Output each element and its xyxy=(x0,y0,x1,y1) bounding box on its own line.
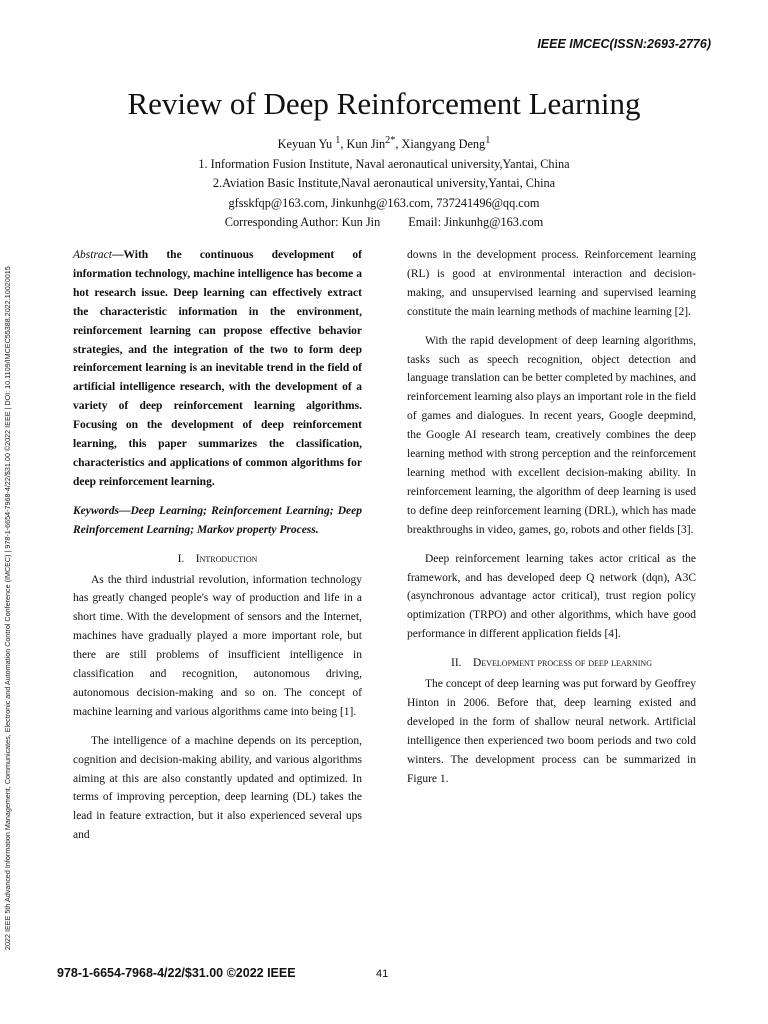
section-title: Development process of deep learning xyxy=(473,657,652,670)
conference-header: IEEE IMCEC(ISSN:2693-2776) xyxy=(537,37,711,51)
author-sup: 1 xyxy=(485,135,491,146)
corresponding-author: Corresponding Author: Kun Jin xyxy=(224,215,381,230)
paragraph: The concept of deep learning was put forward by Geoffrey Hinton in 2006. Before that, deep learning existed and developed in the form of shallow neural network. Artificial intelligence then experienced two boom periods and two cold winters. The development process can be summarized in Figure 1. xyxy=(407,678,696,785)
left-column xyxy=(73,246,362,845)
right-column xyxy=(407,246,696,788)
abstract-label: Abstract xyxy=(73,249,112,261)
author-emails: gfsskfqp@163.com, Jinkunhg@163.com, 737241496@qq.com xyxy=(228,195,540,210)
author-line xyxy=(0,131,768,155)
author-block xyxy=(0,131,768,233)
affiliation-1: 1. Information Fusion Institute, Naval aeronautical university,Yantai, China xyxy=(198,156,570,171)
author-name: , Xiangyang Deng xyxy=(395,137,486,152)
section-heading-development xyxy=(407,654,696,673)
author-name: Keyuan Yu xyxy=(277,137,333,152)
paragraph: With the rapid development of deep learning algorithms, tasks such as speech recognition, object detection and language translation can be better completed by machines, and reinforcement learning also plays an important role in the field of games and dialogues. In recent years, Google deepmind, the Google AI research team, creatively combines the deep learning method with strong perception and the reinforcement learning method with excellent decision-making ability. In reinforcement learning, the algorithm of deep learning is used to define deep reinforcement learning (DRL), which has made breakthroughs in video, games, go, robots and other fields [3]. xyxy=(407,334,696,536)
paragraph: As the third industrial revolution, information technology has greatly changed people's way of production and life in a short time. With the development of sensors and the Internet, machines have gradually played a more important role, but there are still problems of insufficient intelligence in classification and recognition, autonomous driving, autonomous decision-making and so on. The concept of machine learning and various algorithms came into being [1]. xyxy=(73,573,362,718)
paper-title: Review of Deep Reinforcement Learning xyxy=(127,86,641,121)
page-number: 41 xyxy=(376,968,389,980)
paragraph: downs in the development process. Reinforcement learning (RL) is good at environmental interaction and decision-making, and unsupervised learning and supervised learning constitute the main learning methods of machine learning [2]. xyxy=(407,249,696,318)
keywords: Keywords—Deep Learning; Reinforcement Learning; Deep Reinforcement Learning; Markov property Process. xyxy=(73,504,362,536)
corresponding-email: Email: Jinkunhg@163.com xyxy=(408,215,544,230)
author-name: , Kun Jin xyxy=(340,137,386,152)
author-sup: 2* xyxy=(385,135,396,146)
author-sup: 1 xyxy=(335,135,341,146)
affiliation-2: 2.Aviation Basic Institute,Naval aeronautical university,Yantai, China xyxy=(212,176,556,191)
abstract-text: —With the continuous development of information technology, machine intelligence has become a hot research issue. Deep learning can effectively extract the characteristic information in the environment, reinforcement learning can propose effective behavior strategies, and the integration of the two to form deep reinforcement learning is an inevitable trend in the field of artificial intelligence research, with the development of a variety of deep reinforcement learning algorithms. Focusing on the development of deep reinforcement learning, this paper summarizes the classification, characteristics and applications of common algorithms for deep reinforcement learning. xyxy=(73,249,362,488)
footer-isbn: 978-1-6654-7968-4/22/$31.00 ©2022 IEEE xyxy=(57,966,296,980)
abstract xyxy=(73,246,362,492)
section-number: II. xyxy=(451,657,462,670)
paragraph: Deep reinforcement learning takes actor critical as the framework, and has developed deep Q network (dqn), A3C (asynchronous advantage actor critical), trust region policy optimization (TRPO) and other algorithms, which have good performance in different application fields [4]. xyxy=(407,552,696,641)
side-doi-note: 2022 IEEE 5th Advanced Information Management, Communicates, Electronic and Automation Control Conference (IMCEC) | 978-1-6654-7968-4/22/$31.00 ©2022 IEEE | DOI: 10.1109/IMCEC55388.2022.10020015 xyxy=(3,266,12,950)
section-number: I. xyxy=(177,552,185,565)
section-heading-introduction xyxy=(73,550,362,569)
corresponding-line xyxy=(0,213,768,233)
paragraph: The intelligence of a machine depends on its perception, cognition and decision-making ability, and various algorithms aiming at this are also constantly updated and optimized. In terms of improving perception, deep learning (DL) takes the lead in feature extraction, but it also experienced several ups and xyxy=(73,734,362,842)
section-title: Introduction xyxy=(195,552,258,565)
